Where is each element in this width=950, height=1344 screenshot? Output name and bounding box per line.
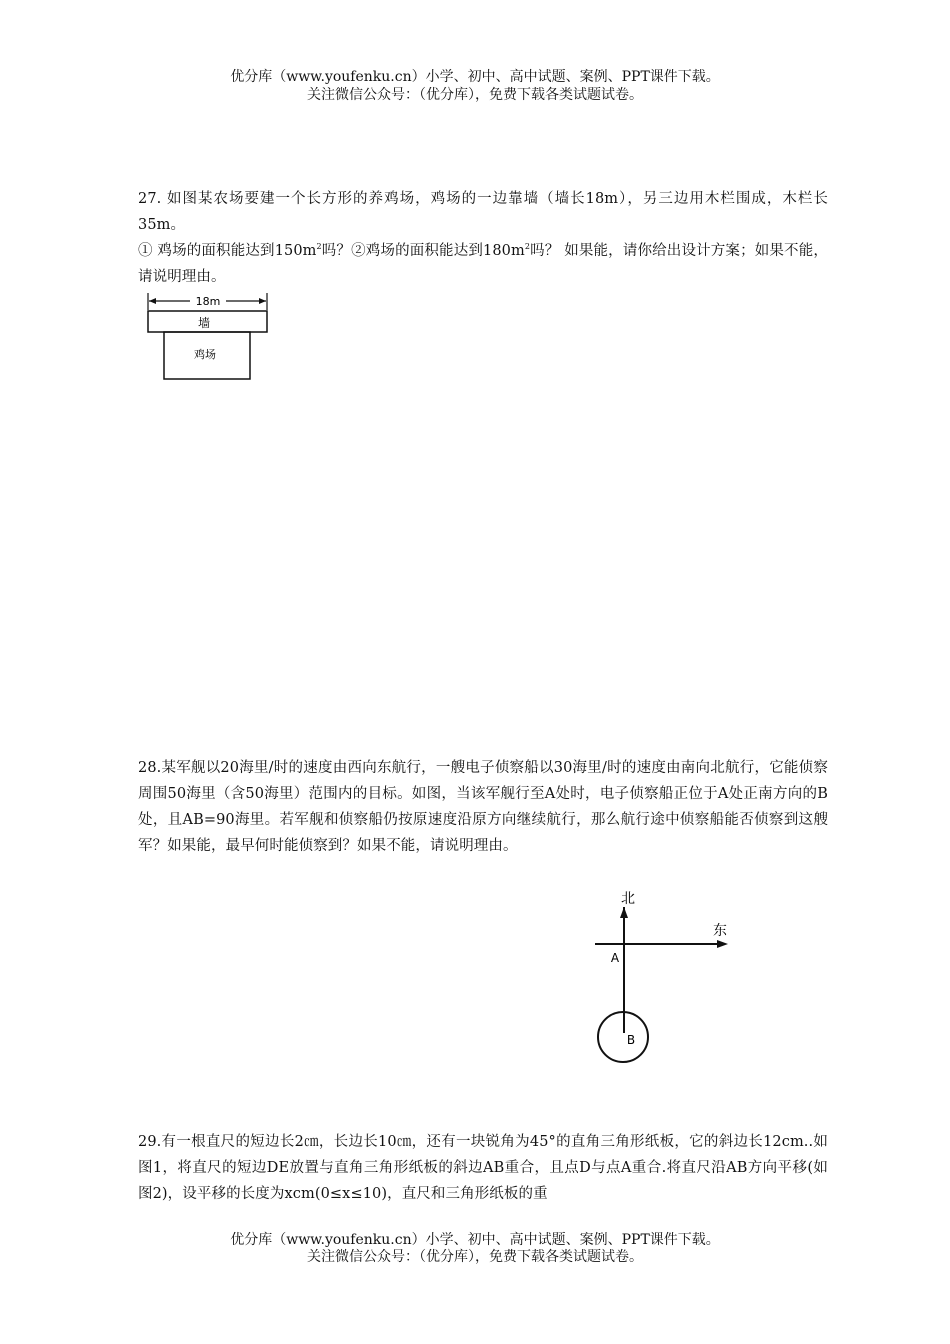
question-28 <box>138 755 828 859</box>
q29-text: 29.有一根直尺的短边长2㎝，长边长10㎝，还有一块锐角为45°的直角三角形纸板，它的斜边长12cm..如图1，将直尺的短边DE放置与直角三角形纸板的斜边AB重合，且点D与点A重合.将直尺沿AB方向平移(如图2)，设平移的长度为xcm(0≤x≤10)，直尺和三角形纸板的重 <box>138 1134 828 1202</box>
q27-line2-part2: 吗？②鸡场的面积能达到180m <box>321 243 525 259</box>
farm-label: 鸡场 <box>194 348 216 361</box>
dim-label: 18m <box>195 295 221 308</box>
q27-line1: 27. 如图某农场要建一个长方形的养鸡场，鸡场的一边靠墙（墙长18m），另三边用木栏围成，木栏长35m。 <box>138 191 828 233</box>
east-label: 东 <box>713 923 727 939</box>
page-footer-line2: 关注微信公众号：（优分库），免费下载各类试题试卷。 <box>307 1249 643 1265</box>
wall-label: 墙 <box>197 316 211 330</box>
question-29 <box>138 1129 828 1207</box>
q27-line2 <box>138 238 828 290</box>
q28-text: 28.某军舰以20海里/时的速度由西向东航行，一艘电子侦察船以30海里/时的速度由南向北航行，它能侦察周围50海里（含50海里）范围内的目标。如图，当该军舰行至A处时，电子侦察船正位于A处正南方向的B处，且AB=90海里。若军舰和侦察船仍按原速度沿原方向继续航行，那么航行途中侦察船能否侦察到这艘军？如果能，最早何时能侦察到？如果不能，请说明理由。 <box>138 760 828 854</box>
q27-sup-1: 2 <box>316 242 322 252</box>
dim-arrow-left <box>149 298 156 304</box>
point-b-label: B <box>626 1033 636 1047</box>
page-footer-line1: 优分库（www.youfenku.cn）小学、初中、高中试题、案例、PPT课件下载。 <box>230 1232 720 1248</box>
question-27 <box>138 186 828 290</box>
q27-line2-part3: 吗？ 如果能，请你给出设计方案；如果不能，请说明理由。 <box>138 243 828 285</box>
q27-line2-part1: ① 鸡场的面积能达到150m <box>138 243 317 259</box>
page-header-line2: 关注微信公众号：（优分库），免费下载各类试题试卷。 <box>307 87 643 103</box>
q27-sup-2: 2 <box>524 242 531 252</box>
q27-figure <box>138 290 278 385</box>
east-arrow <box>717 940 728 948</box>
north-label: 北 <box>621 891 635 907</box>
north-arrow <box>620 907 628 918</box>
page-header-line1: 优分库（www.youfenku.cn）小学、初中、高中试题、案例、PPT课件下载。 <box>230 69 720 85</box>
q28-figure <box>590 885 740 1065</box>
point-a-label: A <box>610 951 620 965</box>
dim-arrow-right <box>259 298 266 304</box>
